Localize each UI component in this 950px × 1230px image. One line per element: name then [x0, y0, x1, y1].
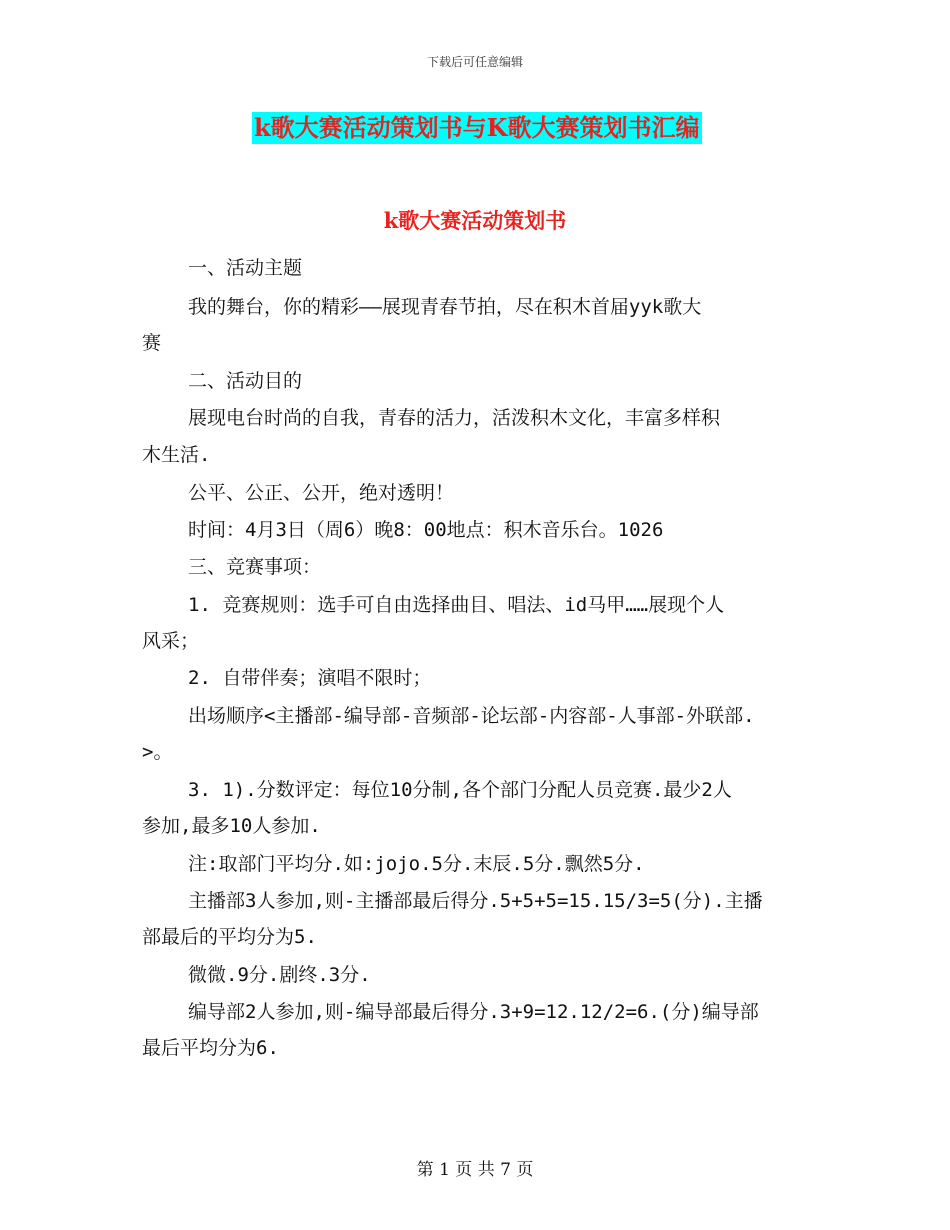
- header-note: 下载后可任意编辑: [426, 55, 523, 69]
- paragraph-line: 公平、公正、公开，绝对透明！: [188, 482, 455, 504]
- main-title: k歌大赛活动策划书与K歌大赛策划书汇编: [254, 113, 700, 142]
- paragraph-line: 时间：4月3日（周6）晚8：00地点：积木音乐台。1026: [188, 519, 664, 541]
- section-heading-items: 三、竞赛事项：: [188, 556, 322, 578]
- paragraph-line: 展现电台时尚的自我，青春的活力，活泼积木文化，丰富多样积: [188, 407, 721, 429]
- paragraph-line: 木生活.: [142, 444, 211, 466]
- section-heading-purpose: 二、活动目的: [188, 370, 303, 392]
- paragraph-line: 注:取部门平均分.如:jojo.5分.末辰.5分.飘然5分.: [188, 853, 645, 875]
- page-footer: 第 1 页 共 7 页: [416, 1160, 534, 1180]
- paragraph-line: 我的舞台，你的精彩——展现青春节拍，尽在积木首届yyk歌大: [188, 296, 702, 318]
- paragraph-line: 3. 1).分数评定：每位10分制,各个部门分配人员竞赛.最少2人: [188, 779, 732, 801]
- paragraph-line: 出场顺序<主播部-编导部-音频部-论坛部-内容部-人事部-外联部.: [188, 705, 755, 727]
- paragraph-line: 最后平均分为6.: [142, 1037, 279, 1059]
- paragraph-line: 微微.9分.剧终.3分.: [188, 964, 371, 986]
- section-heading-theme: 一、活动主题: [188, 257, 303, 279]
- paragraph-line: >。: [142, 741, 173, 763]
- paragraph-line: 部最后的平均分为5.: [142, 926, 317, 948]
- paragraph-line: 1. 竞赛规则：选手可自由选择曲目、唱法、id马甲……展现个人: [188, 594, 725, 616]
- paragraph-line: 2. 自带伴奏；演唱不限时；: [188, 667, 432, 689]
- paragraph-line: 编导部2人参加,则-编导部最后得分.3+9=12.12/2=6.(分)编导部: [188, 1001, 759, 1023]
- paragraph-line: 赛: [142, 332, 162, 354]
- paragraph-line: 风采；: [142, 630, 200, 652]
- paragraph-line: 主播部3人参加,则-主播部最后得分.5+5+5=15.15/3=5(分).主播: [188, 890, 763, 912]
- sub-title: k歌大赛活动策划书: [383, 208, 567, 233]
- paragraph-line: 参加,最多10人参加.: [142, 815, 321, 837]
